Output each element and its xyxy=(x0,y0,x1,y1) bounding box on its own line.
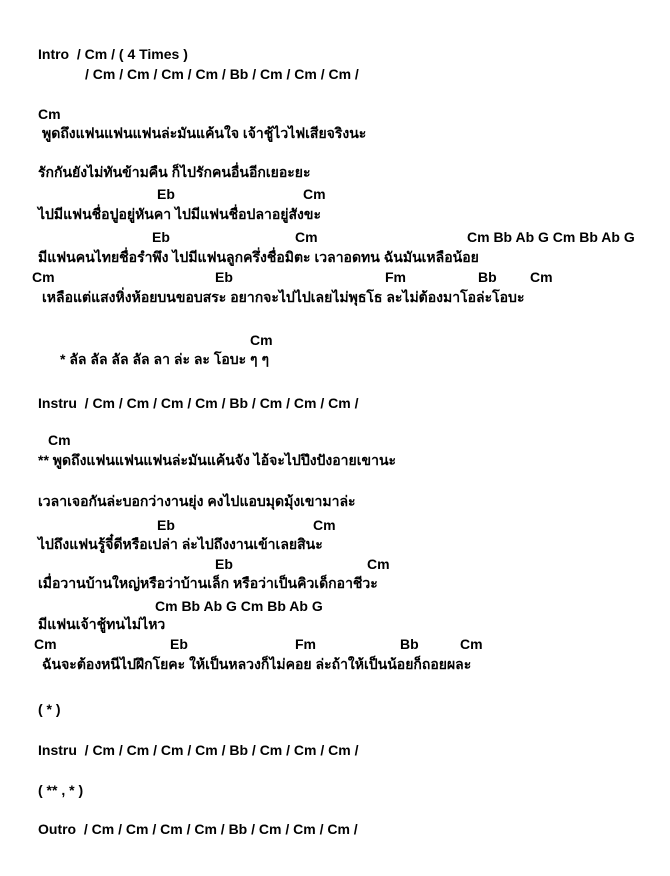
repeat-marker-line: ( * ) xyxy=(38,701,61,717)
chord: Eb xyxy=(215,556,233,572)
instru-line: Instru / Cm / Cm / Cm / Cm / Bb / Cm / Cm / Cm / xyxy=(38,395,359,411)
chord: Cm xyxy=(32,269,55,285)
hook-lyric-line: * ลัล ลัล ลัล ลัล ลา ล่ะ ละ โอบะ ๆ ๆ xyxy=(60,351,269,367)
chord: Cm xyxy=(48,432,71,448)
chord: Eb xyxy=(215,269,233,285)
lyric-line: มีแฟนคนไทยชื่อรำพึง ไปมีแฟนลูกครึ่งชื่อมิตะ เวลาอดทน ฉันมันเหลือน้อย xyxy=(38,249,479,265)
chord: Cm xyxy=(367,556,390,572)
lyric-line: ไปมีแฟนชื่อปูอยู่หันคา ไปมีแฟนชื่อปลาอยู่สังขะ xyxy=(38,206,321,222)
chord: Eb xyxy=(152,229,170,245)
chord: Fm xyxy=(385,269,406,285)
chord: Bb xyxy=(400,636,419,652)
chord-line xyxy=(0,635,670,653)
lyric-line: พูดถึงแฟนแฟนแฟนล่ะมันแค้นใจ เจ้าชู้ไวไฟเสียจริงนะ xyxy=(42,125,367,141)
intro-label-line: Intro / Cm / ( 4 Times ) xyxy=(38,46,188,62)
chord: Eb xyxy=(157,517,175,533)
lyric-line: ฉันจะต้องหนีไปฝึกโยคะ ให้เป็นหลวงก็ไม่คอย ล่ะถ้าให้เป็นน้อยก็ถอยผละ xyxy=(42,656,472,672)
intro-chords-line: / Cm / Cm / Cm / Cm / Bb / Cm / Cm / Cm / xyxy=(85,66,359,82)
chord: Cm xyxy=(313,517,336,533)
repeat-marker-line: ( ** , * ) xyxy=(38,782,84,798)
chord-line xyxy=(0,228,670,246)
lyric-line: ไปถึงแฟนรู้จี๋ดีหรือเปล่า ล่ะไปถึงงานเข้าเลยสินะ xyxy=(38,536,323,552)
chord: Cm xyxy=(530,269,553,285)
chord-line xyxy=(0,268,670,286)
chord: Fm xyxy=(295,636,316,652)
chord: Cm xyxy=(303,186,326,202)
outro-line: Outro / Cm / Cm / Cm / Cm / Bb / Cm / Cm / Cm / xyxy=(38,821,358,837)
chord: Cm xyxy=(460,636,483,652)
chord: Cm Bb Ab G Cm Bb Ab G xyxy=(467,229,635,245)
lyric-line: เมื่อวานบ้านใหญ่หรือว่าบ้านเล็ก หรือว่าเป็นคิวเด็กอาชีวะ xyxy=(38,575,378,591)
chord: Eb xyxy=(170,636,188,652)
lyric-line: มีแฟนเจ้าชู้ทนไม่ไหว xyxy=(38,616,166,632)
chord: Cm Bb Ab G Cm Bb Ab G xyxy=(155,598,323,614)
lyric-line: เวลาเจอกันล่ะบอกว่างานยุ่ง คงไปแอบมุดมุ้งเขามาล่ะ xyxy=(38,493,356,509)
chord-line xyxy=(0,331,670,349)
chord-line xyxy=(0,516,670,534)
lyric-line: ** พูดถึงแฟนแฟนแฟนล่ะมันแค้นจัง ไอ้จะไปปึงปังอายเขานะ xyxy=(38,452,397,468)
chord: Cm xyxy=(250,332,273,348)
chord: Eb xyxy=(157,186,175,202)
chord-line xyxy=(0,185,670,203)
chord: Bb xyxy=(478,269,497,285)
chord-line xyxy=(0,431,670,449)
lyric-line: รักกันยังไม่ทันข้ามคืน ก็ไปรักคนอื่นอีกเยอะยะ xyxy=(38,164,311,180)
lyric-line: เหลือแต่แสงหิ่งห้อยบนขอบสระ อยากจะไปไปเลยไม่พุธโธ ละไม่ต้องมาโอล่ะโอบะ xyxy=(42,289,525,305)
chord-line xyxy=(0,105,670,123)
instru-line: Instru / Cm / Cm / Cm / Cm / Bb / Cm / Cm / Cm / xyxy=(38,742,359,758)
chord: Cm xyxy=(295,229,318,245)
chord-line xyxy=(0,597,670,615)
chord: Cm xyxy=(38,106,61,122)
chord-line xyxy=(0,555,670,573)
chord: Cm xyxy=(34,636,57,652)
